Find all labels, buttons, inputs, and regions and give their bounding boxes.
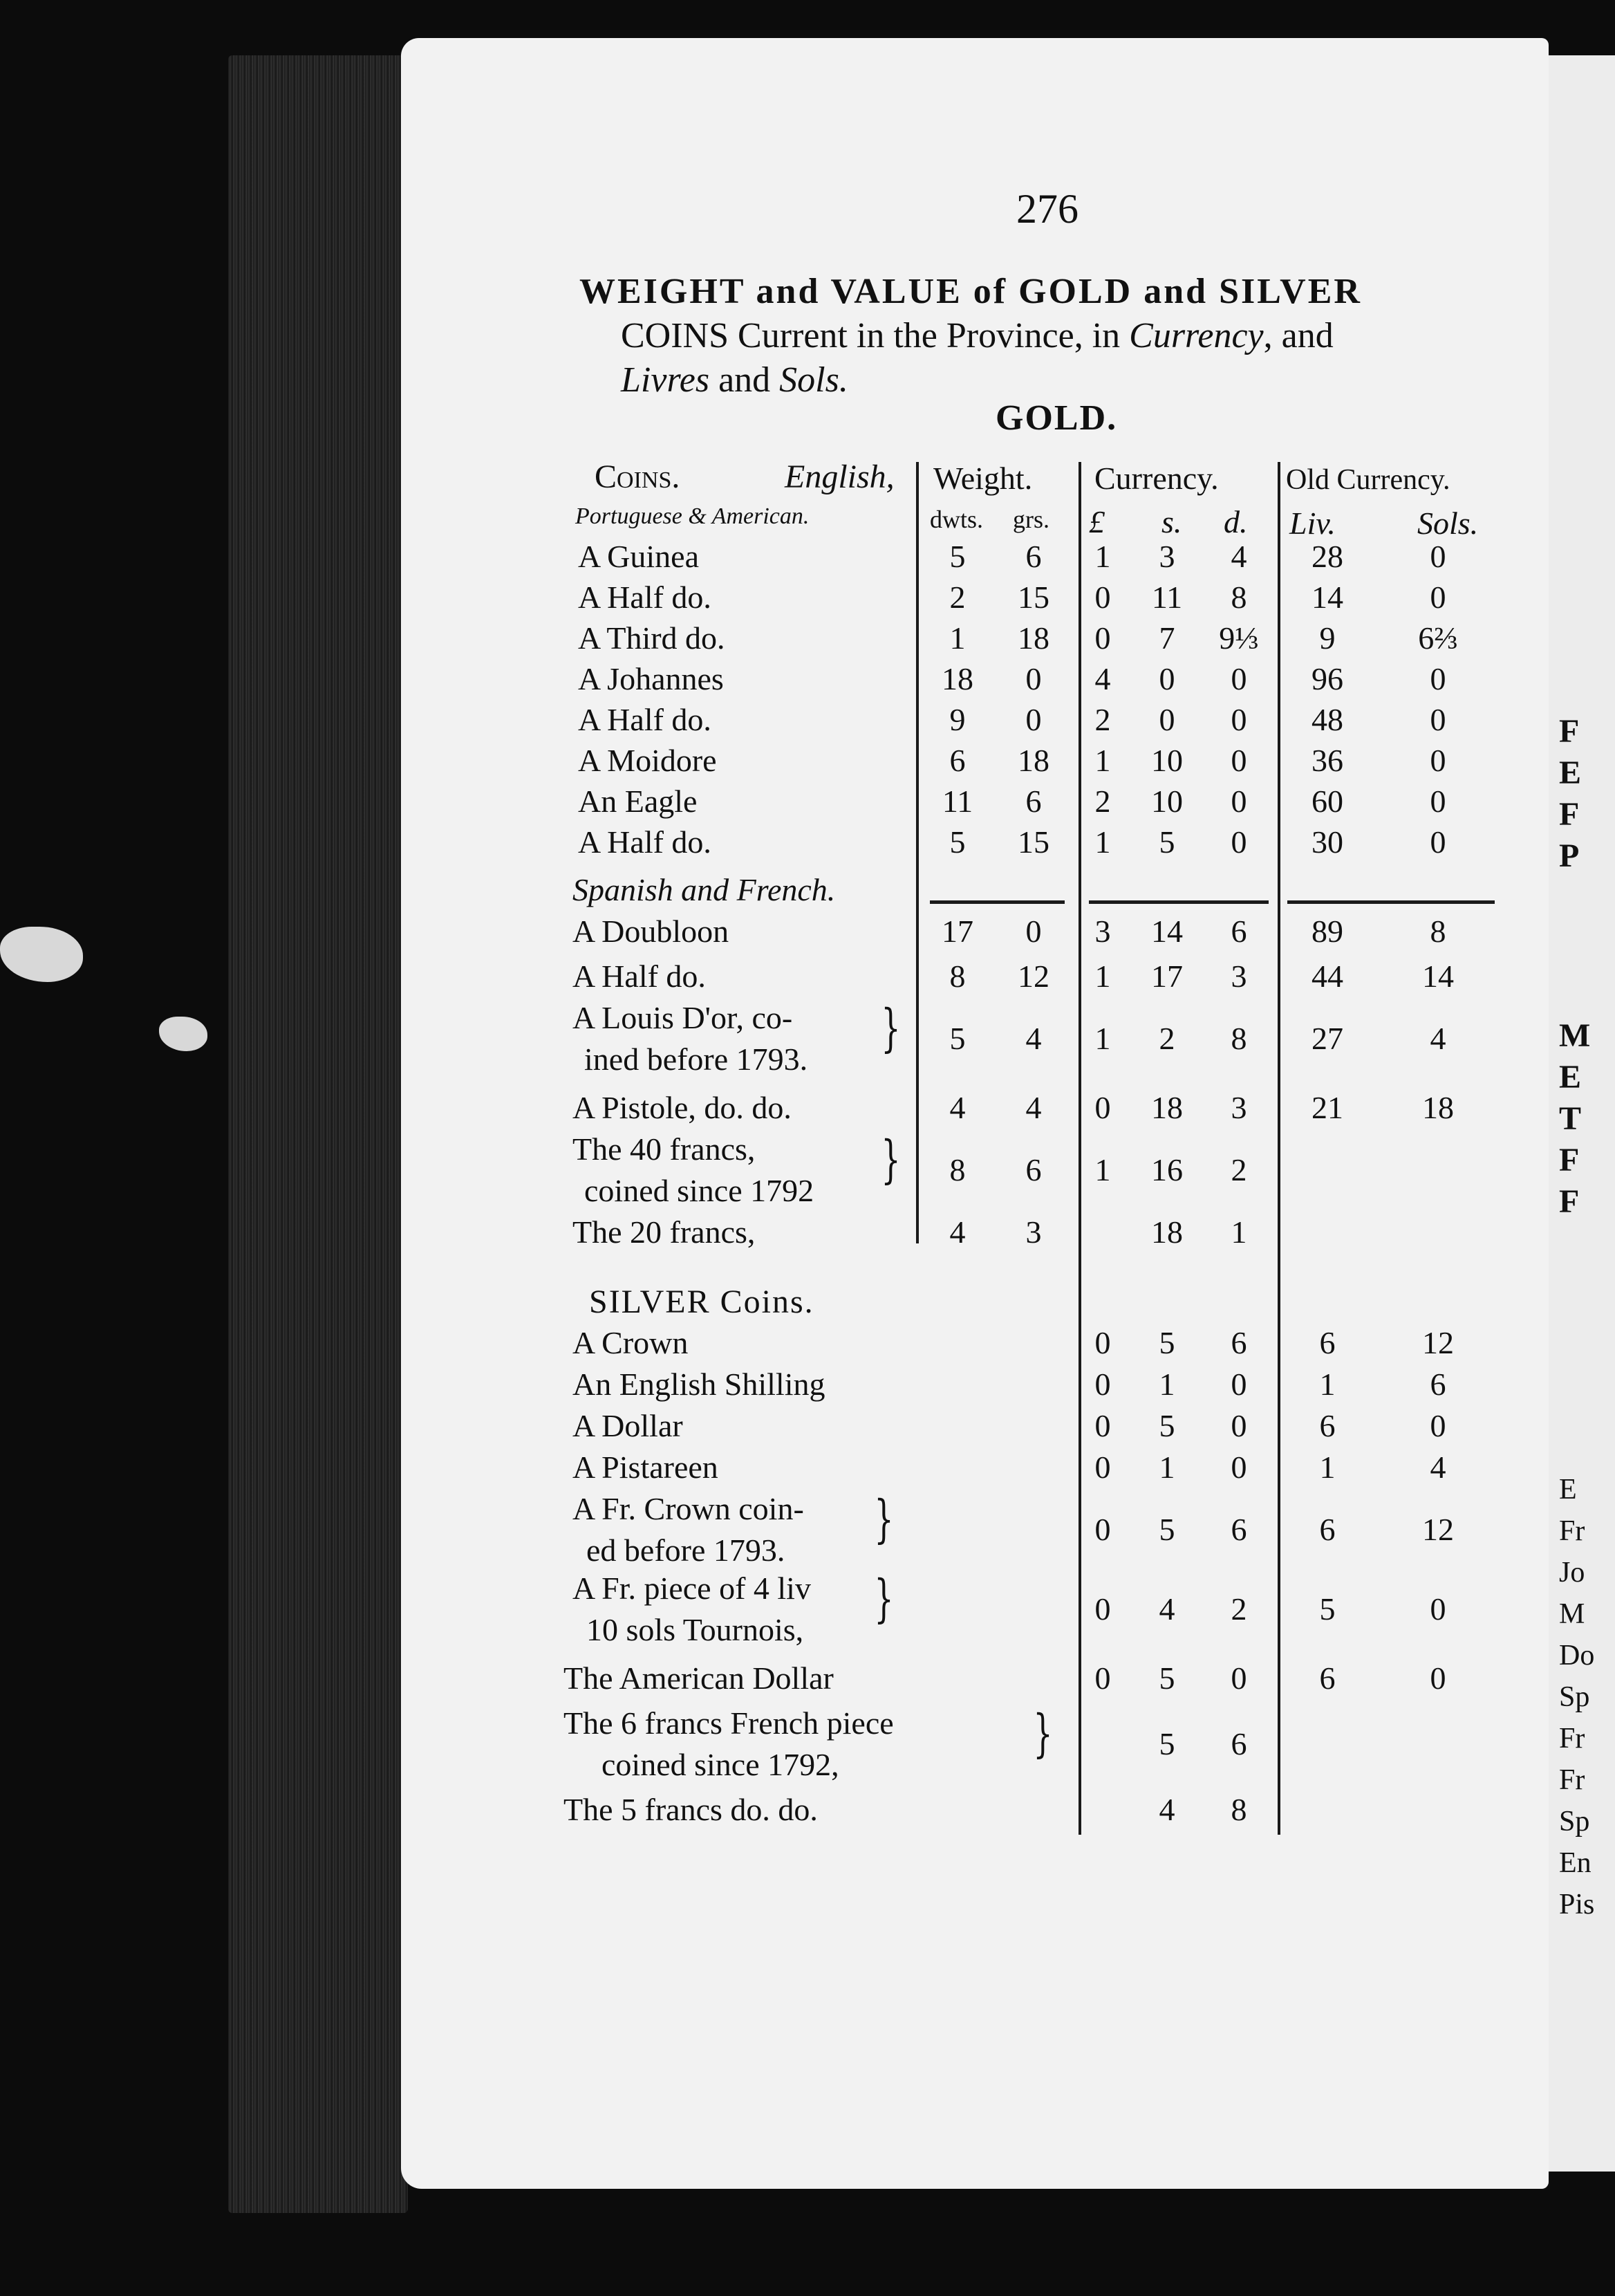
sf-row-liv: 89 xyxy=(1311,914,1343,949)
silver-row-s: 5 xyxy=(1159,1408,1175,1443)
sf-row-grs: 4 xyxy=(1025,1090,1042,1125)
gold-row-l: 0 xyxy=(1094,620,1111,656)
gold-row-liv: 9 xyxy=(1319,620,1336,656)
silver-row-sols: 4 xyxy=(1430,1450,1446,1485)
brace: } xyxy=(881,999,901,1058)
sf-row-l: 3 xyxy=(1094,914,1111,949)
gold-row-grs: 0 xyxy=(1025,702,1042,737)
silver-row-s: 5 xyxy=(1159,1325,1175,1360)
gold-row-liv: 48 xyxy=(1311,702,1343,737)
gold-row-liv: 14 xyxy=(1311,580,1343,615)
header-coins: Coins. xyxy=(595,459,680,495)
gold-row-d: 9⅓ xyxy=(1219,620,1259,656)
gold-row-dwts: 6 xyxy=(949,743,966,778)
silver-row-d: 2 xyxy=(1231,1591,1247,1627)
gold-row-grs: 18 xyxy=(1018,743,1049,778)
next-page-fragment: E xyxy=(1559,1059,1582,1095)
sf-row-s: 18 xyxy=(1151,1090,1183,1125)
header-currency: Currency. xyxy=(1094,461,1219,496)
gold-row-sols: 0 xyxy=(1430,702,1446,737)
sf-row-d: 8 xyxy=(1231,1021,1247,1056)
gold-row-label: A Half do. xyxy=(578,580,711,615)
header-english: English, xyxy=(785,459,895,495)
next-page-fragment: E xyxy=(1559,754,1582,791)
gold-row-grs: 0 xyxy=(1025,661,1042,696)
gold-row-d: 0 xyxy=(1231,784,1247,819)
gold-row-s: 0 xyxy=(1159,661,1175,696)
silver-row-s: 4 xyxy=(1159,1591,1175,1627)
sf-row-d: 6 xyxy=(1231,914,1247,949)
book-spine xyxy=(228,55,408,2213)
rule-divider-currency xyxy=(1089,900,1269,904)
sf-row-label: A Half do. xyxy=(572,959,706,994)
brace: } xyxy=(874,1490,894,1549)
gold-row-liv: 60 xyxy=(1311,784,1343,819)
rule-divider-weight xyxy=(930,900,1065,904)
gold-row-sols: 0 xyxy=(1430,580,1446,615)
sf-row-liv: 21 xyxy=(1311,1090,1343,1125)
gold-row-dwts: 5 xyxy=(949,539,966,574)
sf-row-liv: 27 xyxy=(1311,1021,1343,1056)
title-line-3: Livres and Sols. xyxy=(621,360,848,400)
next-page-fragment: F xyxy=(1559,713,1580,750)
gold-row-d: 0 xyxy=(1231,661,1247,696)
sf-row-l: 0 xyxy=(1094,1090,1111,1125)
silver-row-liv: 6 xyxy=(1319,1660,1336,1696)
silver-row-s: 5 xyxy=(1159,1660,1175,1696)
gold-row-liv: 30 xyxy=(1311,824,1343,860)
silver-row-sols: 6 xyxy=(1430,1367,1446,1402)
sf-row-label: The 40 francs, xyxy=(572,1131,756,1167)
gold-row-d: 0 xyxy=(1231,702,1247,737)
gold-row-grs: 15 xyxy=(1018,824,1049,860)
header-portuguese-american: Portuguese & American. xyxy=(575,503,810,529)
silver-row-d: 6 xyxy=(1231,1512,1247,1547)
gold-row-label: An Eagle xyxy=(578,784,698,819)
silver-row-d: 0 xyxy=(1231,1660,1247,1696)
gold-heading: GOLD. xyxy=(996,398,1118,438)
page-title xyxy=(579,270,1506,402)
sf-row-grs: 3 xyxy=(1025,1214,1042,1250)
sf-row-d: 3 xyxy=(1231,959,1247,994)
sf-row-sols: 4 xyxy=(1430,1021,1446,1056)
silver-row-l: 0 xyxy=(1094,1660,1111,1696)
gold-row-sols: 0 xyxy=(1430,743,1446,778)
silver-row-label: The 5 francs do. do. xyxy=(563,1792,818,1827)
gold-row-s: 7 xyxy=(1159,620,1175,656)
silver-row-l: 0 xyxy=(1094,1325,1111,1360)
gold-row-liv: 96 xyxy=(1311,661,1343,696)
sf-row-grs: 6 xyxy=(1025,1152,1042,1187)
sf-row-dwts: 8 xyxy=(949,959,966,994)
rule-divider-old-currency xyxy=(1287,900,1495,904)
brace: } xyxy=(881,1130,901,1189)
gold-row-sols: 0 xyxy=(1430,661,1446,696)
rule-left-weight xyxy=(916,462,919,1243)
sf-row-dwts: 4 xyxy=(949,1214,966,1250)
gold-row-grs: 6 xyxy=(1025,539,1042,574)
gold-row-liv: 36 xyxy=(1311,743,1343,778)
gold-row-d: 0 xyxy=(1231,824,1247,860)
silver-row-sols: 0 xyxy=(1430,1660,1446,1696)
sf-row-s: 14 xyxy=(1151,914,1183,949)
silver-row-l: 0 xyxy=(1094,1591,1111,1627)
sf-row-dwts: 5 xyxy=(949,1021,966,1056)
silver-row-label-cont: coined since 1792, xyxy=(601,1747,839,1782)
gold-row-liv: 28 xyxy=(1311,539,1343,574)
silver-row-liv: 6 xyxy=(1319,1408,1336,1443)
gold-row-l: 4 xyxy=(1094,661,1111,696)
next-page-fragment: En xyxy=(1559,1847,1591,1879)
sf-row-s: 18 xyxy=(1151,1214,1183,1250)
sf-row-label: The 20 francs, xyxy=(572,1214,756,1250)
sf-row-l: 1 xyxy=(1094,1152,1111,1187)
sf-row-sols: 14 xyxy=(1422,959,1454,994)
brace: } xyxy=(1033,1704,1053,1763)
next-page-fragment: Sp xyxy=(1559,1681,1590,1713)
next-page-fragment: T xyxy=(1559,1100,1582,1137)
gold-row-l: 1 xyxy=(1094,824,1111,860)
silver-row-d: 0 xyxy=(1231,1408,1247,1443)
header-sols: Sols. xyxy=(1417,506,1479,541)
sf-row-grs: 0 xyxy=(1025,914,1042,949)
gold-row-s: 11 xyxy=(1151,580,1183,615)
title-line-2: COINS Current in the Province, in Currency, and xyxy=(621,316,1334,355)
gold-row-grs: 15 xyxy=(1018,580,1049,615)
silver-row-sols: 0 xyxy=(1430,1408,1446,1443)
header-pence: d. xyxy=(1224,504,1248,539)
silver-row-label: A Crown xyxy=(572,1325,689,1360)
next-page-fragment: F xyxy=(1559,1142,1580,1178)
next-page-fragment: Do xyxy=(1559,1640,1595,1672)
gold-row-s: 0 xyxy=(1159,702,1175,737)
sf-row-s: 16 xyxy=(1151,1152,1183,1187)
sf-row-dwts: 8 xyxy=(949,1152,966,1187)
gold-row-d: 8 xyxy=(1231,580,1247,615)
next-page-fragment: P xyxy=(1559,837,1580,874)
header-livres: Liv. xyxy=(1289,506,1336,541)
sf-row-d: 3 xyxy=(1231,1090,1247,1125)
silver-row-label: A Dollar xyxy=(572,1408,683,1443)
gold-row-l: 2 xyxy=(1094,702,1111,737)
gold-row-dwts: 18 xyxy=(942,661,973,696)
silver-row-d: 8 xyxy=(1231,1792,1247,1827)
rule-left-old-currency xyxy=(1278,462,1280,1835)
paper-scrap xyxy=(0,927,83,982)
silver-row-label: The American Dollar xyxy=(563,1660,834,1696)
gold-row-label: A Guinea xyxy=(578,539,700,574)
gold-row-l: 0 xyxy=(1094,580,1111,615)
spanish-french-heading: Spanish and French. xyxy=(572,872,836,907)
gold-row-l: 1 xyxy=(1094,743,1111,778)
silver-row-label-cont: ed before 1793. xyxy=(586,1533,785,1568)
sf-row-grs: 12 xyxy=(1018,959,1049,994)
silver-row-label: A Fr. piece of 4 liv xyxy=(572,1571,811,1606)
silver-row-label-cont: 10 sols Tournois, xyxy=(586,1612,804,1647)
next-page-fragment: E xyxy=(1559,1474,1577,1506)
sf-row-label: A Louis D'or, co- xyxy=(572,1000,793,1035)
gold-row-dwts: 5 xyxy=(949,824,966,860)
sf-row-dwts: 4 xyxy=(949,1090,966,1125)
sf-row-label-cont: coined since 1792 xyxy=(584,1173,814,1208)
silver-row-s: 4 xyxy=(1159,1792,1175,1827)
header-grs: grs. xyxy=(1013,506,1049,533)
gold-row-label: A Half do. xyxy=(578,824,711,860)
silver-row-d: 0 xyxy=(1231,1450,1247,1485)
sf-row-sols: 8 xyxy=(1430,914,1446,949)
sf-row-label-cont: ined before 1793. xyxy=(584,1041,808,1077)
silver-row-liv: 6 xyxy=(1319,1512,1336,1547)
header-pounds: £ xyxy=(1089,504,1105,539)
silver-row-d: 6 xyxy=(1231,1726,1247,1761)
sf-row-sols: 18 xyxy=(1422,1090,1454,1125)
gold-row-sols: 0 xyxy=(1430,784,1446,819)
silver-row-l: 0 xyxy=(1094,1450,1111,1485)
silver-row-s: 5 xyxy=(1159,1512,1175,1547)
silver-row-liv: 1 xyxy=(1319,1367,1336,1402)
header-weight: Weight. xyxy=(933,461,1033,496)
gold-row-dwts: 2 xyxy=(949,580,966,615)
silver-heading: SILVER Coins. xyxy=(589,1284,814,1320)
gold-row-s: 10 xyxy=(1151,743,1183,778)
silver-row-liv: 1 xyxy=(1319,1450,1336,1485)
gold-row-label: A Half do. xyxy=(578,702,711,737)
gold-row-l: 1 xyxy=(1094,539,1111,574)
silver-row-s: 5 xyxy=(1159,1726,1175,1761)
next-page-fragment: F xyxy=(1559,1183,1580,1220)
header-old-currency: Old Currency. xyxy=(1286,464,1450,496)
gold-row-grs: 18 xyxy=(1018,620,1049,656)
gold-row-s: 5 xyxy=(1159,824,1175,860)
sf-row-l: 1 xyxy=(1094,1021,1111,1056)
sf-row-s: 17 xyxy=(1151,959,1183,994)
paper-scrap xyxy=(159,1017,207,1051)
silver-row-liv: 5 xyxy=(1319,1591,1336,1627)
header-shillings: s. xyxy=(1161,504,1182,539)
next-page-fragment: F xyxy=(1559,796,1580,833)
silver-row-s: 1 xyxy=(1159,1450,1175,1485)
sf-row-d: 1 xyxy=(1231,1214,1247,1250)
silver-row-label: The 6 francs French piece xyxy=(563,1705,894,1741)
silver-row-sols: 12 xyxy=(1422,1325,1454,1360)
next-page-fragment: M xyxy=(1559,1017,1591,1054)
silver-row-label: A Pistareen xyxy=(572,1450,718,1485)
next-page-fragment: Jo xyxy=(1559,1557,1585,1589)
gold-row-label: A Third do. xyxy=(578,620,725,656)
next-page-fragment: Pis xyxy=(1559,1889,1595,1920)
brace: } xyxy=(874,1569,894,1629)
next-page-fragment: Sp xyxy=(1559,1806,1590,1837)
silver-row-d: 6 xyxy=(1231,1325,1247,1360)
gold-row-s: 3 xyxy=(1159,539,1175,574)
silver-row-s: 1 xyxy=(1159,1367,1175,1402)
gold-row-d: 0 xyxy=(1231,743,1247,778)
next-page-fragment: Fr xyxy=(1559,1764,1585,1796)
gold-row-l: 2 xyxy=(1094,784,1111,819)
header-dwts: dwts. xyxy=(930,506,984,533)
sf-row-label: A Pistole, do. do. xyxy=(572,1090,792,1125)
next-page-fragment: M xyxy=(1559,1598,1585,1630)
gold-row-label: A Moidore xyxy=(578,743,717,778)
sf-row-label: A Doubloon xyxy=(572,914,729,949)
silver-row-l: 0 xyxy=(1094,1408,1111,1443)
gold-row-sols: 6⅔ xyxy=(1418,620,1458,656)
silver-row-label: An English Shilling xyxy=(572,1367,825,1402)
silver-row-liv: 6 xyxy=(1319,1325,1336,1360)
gold-row-d: 4 xyxy=(1231,539,1247,574)
silver-row-sols: 0 xyxy=(1430,1591,1446,1627)
gold-row-dwts: 11 xyxy=(942,784,973,819)
silver-row-label: A Fr. Crown coin- xyxy=(572,1491,804,1526)
sf-row-liv: 44 xyxy=(1311,959,1343,994)
page-number: 276 xyxy=(1016,186,1079,232)
next-page-fragment: Fr xyxy=(1559,1515,1585,1547)
gold-row-s: 10 xyxy=(1151,784,1183,819)
silver-row-d: 0 xyxy=(1231,1367,1247,1402)
gold-row-sols: 0 xyxy=(1430,539,1446,574)
gold-row-grs: 6 xyxy=(1025,784,1042,819)
gold-row-dwts: 9 xyxy=(949,702,966,737)
sf-row-l: 1 xyxy=(1094,959,1111,994)
sf-row-s: 2 xyxy=(1159,1021,1175,1056)
silver-row-l: 0 xyxy=(1094,1512,1111,1547)
next-page-fragment: Fr xyxy=(1559,1723,1585,1755)
title-line-1: WEIGHT and VALUE of GOLD and SILVER xyxy=(579,272,1362,311)
silver-row-l: 0 xyxy=(1094,1367,1111,1402)
gold-row-label: A Johannes xyxy=(578,661,724,696)
silver-row-sols: 12 xyxy=(1422,1512,1454,1547)
sf-row-grs: 4 xyxy=(1025,1021,1042,1056)
gold-row-dwts: 1 xyxy=(949,620,966,656)
sf-row-dwts: 17 xyxy=(942,914,973,949)
sf-row-d: 2 xyxy=(1231,1152,1247,1187)
gold-row-sols: 0 xyxy=(1430,824,1446,860)
